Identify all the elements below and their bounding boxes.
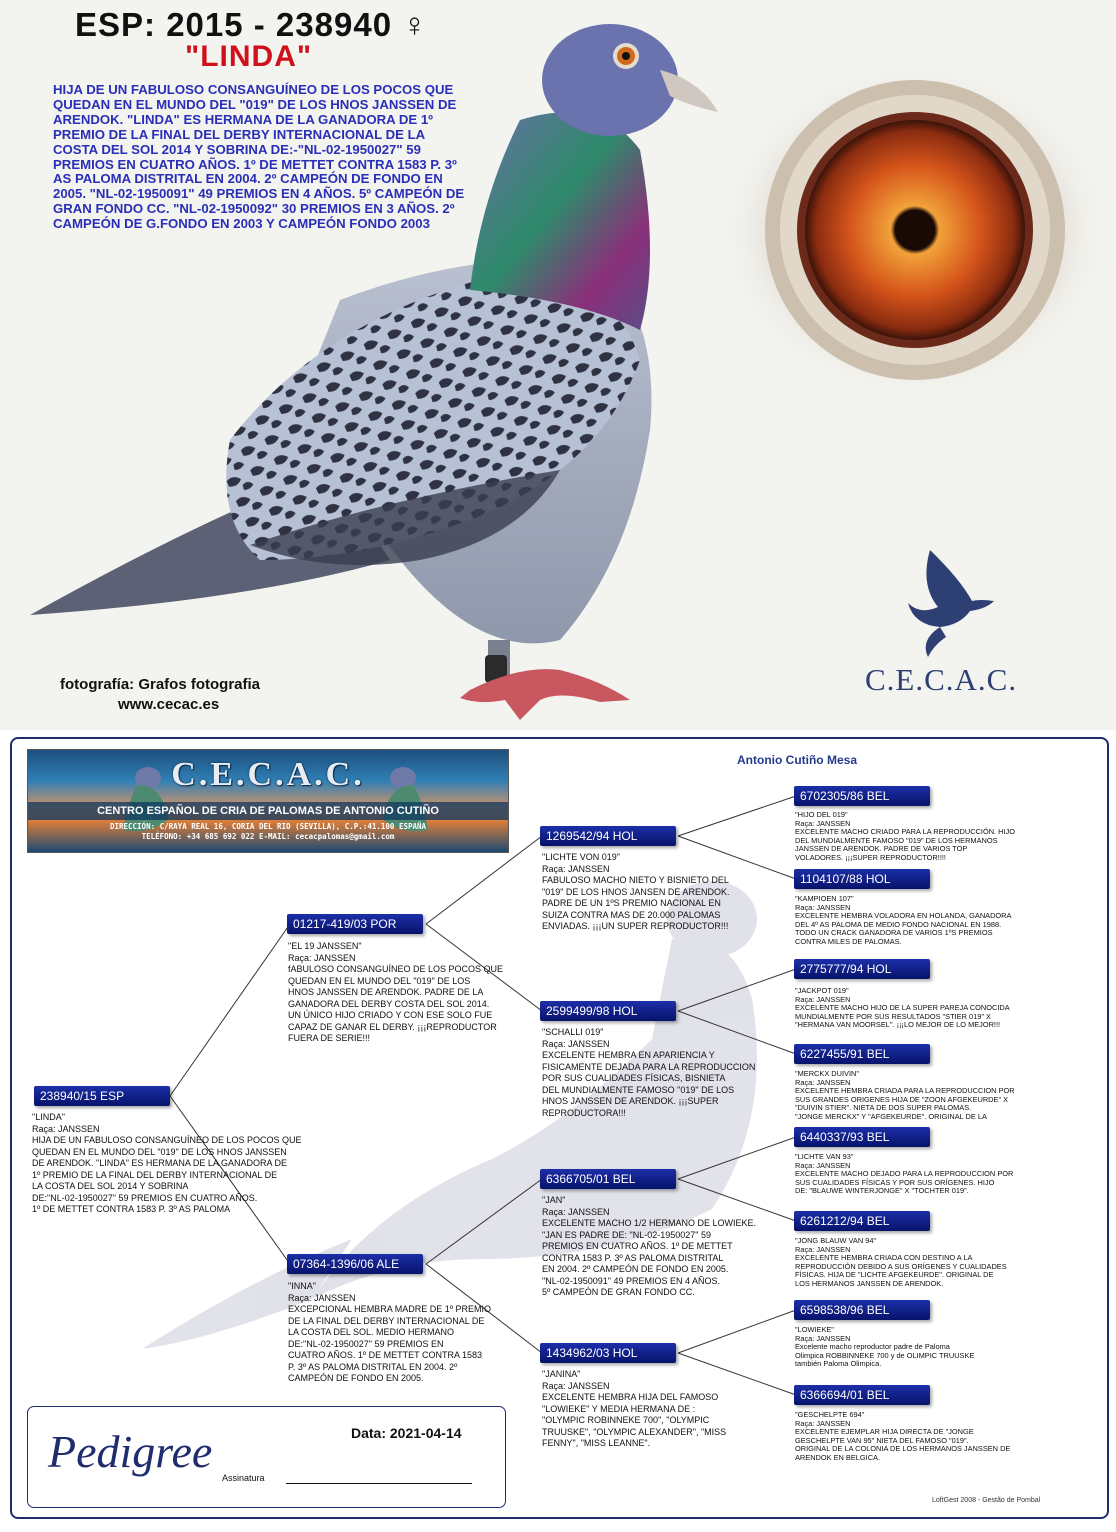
info-line: TRUUSKE", "OLYMPIC ALEXANDER", "MISS [542,1426,727,1437]
subject-ring-box[interactable]: 238940/15 ESP [34,1086,170,1106]
info-line: DEL MUNDIALMENTE FAMOSO "019" DE LOS HERMANOS [795,835,998,845]
dam-info [288,1281,528,1385]
info-line: Raça: JANSSEN [795,902,851,912]
info-line: EN 2004. 2º CAMPEÓN DE FONDO EN 2005. [542,1264,729,1274]
info-line: LA COSTA DEL SOL. MEDIO HERMANO [288,1327,455,1337]
great-grandparent-ring-box[interactable]: 6598538/96 BEL [794,1300,930,1320]
info-line: EXCELENTE HEMBRA VOLADORA EN HOLANDA, GANADORA [795,911,1012,921]
info-line: GANADORA DEL DERBY COSTA DEL SOL 2014. [288,998,490,1009]
info-line: FÍSICAS. HIJA DE "LICHTE AFGEKEURDE". ORIGINAL DE [795,1270,994,1280]
great-grandparent-info [795,987,1090,1030]
info-line: DE:"NL-02-1950027" 59 PREMIOS EN [288,1338,444,1349]
signature-panel [27,1406,506,1508]
info-line: "JACKPOT 019" [795,986,849,995]
info-line: DE LA FINAL DEL DERBY INTERNACIONAL DE [288,1315,485,1326]
info-line: CONTRA 1583 P. 3º AS PALOMA DISTRITAL [542,1252,724,1263]
info-line: "LINDA" [32,1112,65,1122]
grandparent-info [542,1195,792,1299]
signature-line[interactable] [286,1483,472,1484]
info-line: "LOWIEKE" [795,1325,834,1334]
info-line: "KAMPIOEN 107" [795,894,854,903]
info-line: "NL-02-1950091" 49 PREMIOS EN 4 AÑOS. [542,1275,720,1286]
info-line: "LICHTE VON 019" [542,852,620,862]
info-line: también Paloma Olimpica. [795,1359,882,1369]
grandparent-ring-box[interactable]: 6366705/01 BEL [540,1169,676,1189]
great-grandparent-info [795,811,1090,863]
great-grandparent-ring-box[interactable]: 6261212/94 BEL [794,1211,930,1231]
breeder-name: Antonio Cutiño Mesa [737,753,857,767]
info-line: EXCELENTE MACHO 1/2 HERMANO DE LOWIEKE. [542,1218,757,1228]
info-line: "JAN ES PADRE DE: "NL-02-1950027" 59 [542,1229,711,1240]
info-line: SUS GRANDES ORIGENES HIJA DE "ZOON AFGEKEURDE" X [795,1094,1009,1104]
info-line: Excelente macho reproductor padre de Paloma [795,1342,950,1352]
info-line: DE:"NL-02-1950027" 59 PREMIOS EN CUATRO AÑOS. [32,1192,258,1203]
info-line: EXCELENTE HEMBRA CRIADA CON DESTINO A LA [795,1253,973,1263]
grandparent-ring-box[interactable]: 1434962/03 HOL [540,1343,676,1363]
info-line: Raça: JANSSEN [542,1206,610,1217]
grandparent-info [542,852,792,933]
info-line: REPRODUCCIÓN DEBIDO A SUS ORÍGENES Y CUALIDADES [795,1261,1007,1271]
great-grandparent-info [795,1411,1090,1463]
info-line: 1º DE METTET CONTRA 1583 P. 3º AS PALOMA [32,1204,231,1214]
info-line: HNOS JANSSEN DE ARENDOK. PADRE DE LA [288,987,484,997]
info-line: EXCEPCIONAL HEMBRA MADRE DE 1º PREMIO [288,1304,491,1314]
website-link[interactable]: www.cecac.es [118,696,220,713]
info-line: "JONG BLAUW VAN 94" [795,1236,877,1245]
info-line: HIJA DE UN FABULOSO CONSANGUÍNEO DE LOS POCOS QUE [32,1135,302,1145]
info-line: SUIZA CONTRA MAS DE 20.000 PALOMAS [542,909,721,920]
great-grandparent-info [795,1326,1090,1369]
info-line: P. 3º AS PALOMA DISTRITAL EN 2004. 2º [288,1361,458,1372]
grandparent-info [542,1027,792,1119]
info-line: Raça: JANSSEN [795,818,851,828]
info-line: QUEDAN EN EL MUNDO DEL "019" DE LOS HNOS JANSSEN [32,1146,287,1157]
info-line: DE ARENDOK. "LINDA" ES HERMANA DE LA GANADORA DE [32,1158,287,1168]
info-line: EXCELENTE HEMBRA EN APARIENCIA Y [542,1050,715,1060]
info-line: EXCELENTE MACHO DEJADO PARA LA REPRODUCCION POR [795,1169,1014,1179]
info-line: Olimpica ROBBINNEKE 700 y de OLIMPIC TRUUSKE [795,1350,975,1360]
info-line: "JONGE MERCKX" Y "AFGEKEURDE". ORIGINAL DE LA [795,1111,987,1121]
info-line: "DUIVIN STIER". NIETA DE DOS SUPER PALOMAS. [795,1103,972,1113]
info-line: "LOWIEKE" Y MEDIA HERMANA DE : [542,1403,696,1414]
info-line: POR SUS CUALIDADES FÍSICAS, BISNIETA [542,1073,726,1083]
info-line: PREMIOS EN CUATRO AÑOS. 1º DE METTET [542,1241,733,1251]
info-line: "JAN" [542,1195,566,1205]
info-line: FABULOSO MACHO NIETO Y BISNIETO DEL [542,875,729,885]
great-grandparent-info [795,1153,1090,1196]
info-line: EXCELENTE MACHO CRIADO PARA LA REPRODUCCIÓN. HIJO [795,827,1015,837]
info-line: FENNY", "MISS LEANNE". [542,1438,651,1448]
great-grandparent-ring-box[interactable]: 6366694/01 BEL [794,1385,930,1405]
info-line: Raça: JANSSEN [795,1244,851,1254]
info-line: ARENDOK EN BELGICA. [795,1452,881,1462]
info-line: "JANINA" [542,1369,581,1379]
banner-subtitle: CENTRO ESPAÑOL DE CRIA DE PALOMAS DE ANTONIO CUTIÑO [28,802,508,820]
info-line: "LICHTE VAN 93" [795,1152,854,1161]
great-grandparent-ring-box[interactable]: 2775777/94 HOL [794,959,930,979]
cecac-banner [27,749,509,853]
info-line: DEL 4º AS PALOMA DE MEDIO FONDO NACIONAL EN 1988. [795,919,1002,929]
info-line: Raça: JANSSEN [542,1380,610,1391]
great-grandparent-info [795,895,1090,947]
info-line: 1º PREMIO DE LA FINAL DEL DERBY INTERNACIONAL DE [32,1169,278,1180]
info-line: CAMPEÓN DE FONDO EN 2005. [288,1373,424,1383]
info-line: "GESCHELPTE 694" [795,1410,865,1419]
info-line: LOS HERMANOS JANSSEN DE ARENDOK. [795,1278,944,1288]
info-line: Raça: JANSSEN [288,1292,356,1303]
great-grandparent-info [795,1237,1090,1289]
info-line: fABULOSO CONSANGUÍNEO DE LOS POCOS QUE [288,964,504,974]
info-line: LA COSTA DEL SOL 2014 Y SOBRINA [32,1181,189,1191]
info-line: Raça: JANSSEN [795,1418,851,1428]
grandparent-ring-box[interactable]: 1269542/94 HOL [540,826,676,846]
info-line: Raça: JANSSEN [795,1160,851,1170]
info-line: PADRE DE UN 1ºS PREMIO NACIONAL EN [542,898,721,908]
banner-address: DIRECCIÓN: C/RAYA REAL 16, CORIA DEL RIO (SEVILLA), C.P.:41.100 ESPAÑA [109,822,427,831]
poster-title: ESP: 2015 - 238940 ♀ [75,6,428,43]
banner-title: C.E.C.A.C. [171,756,365,793]
info-line: CUATRO AÑOS. 1º DE METTET CONTRA 1583 [288,1350,482,1360]
info-line: Raça: JANSSEN [542,1038,610,1049]
info-line: DE: "BLAUWE WINTERJONGE" X "TOCHTER 019". [795,1186,969,1196]
pigeon-name: "LINDA" [185,40,313,73]
photo-credit: fotografía: Grafos fotografia [60,676,261,693]
info-line: ENVIADAS. ¡¡¡UN SUPER REPRODUCTOR!!! [542,921,729,931]
pigeon-description: HIJA DE UN FABULOSO CONSANGUÍNEO DE LOS POCOS QUE QUEDAN EN EL MUNDO DEL "019" DE LOS HNOS JANSSEN DE ARENDOK. "LINDA" ES HERMANA DE LA GANADORA DE 1º PREMIO DE LA FINAL DEL DERBY INTERNACIONAL DE LA COSTA DEL SOL 2014 Y SOBRINA DE:-"NL-02-1950027" 59 PREMIOS EN CUATRO AÑOS. 1º DE METTET CONTRA 1583 P. 3º AS PALOMA DISTRITAL EN 2004. 2º CAMPEÓN DE FONDO EN 2005. "NL-02-1950091" 49 PREMIOS EN 4 AÑOS. 5º CAMPEÓN DE GRAN FONDO CC. "NL-02-1950092" 30 PREMIOS EN 3 AÑOS. 2º CAMPEÓN DE G.FONDO EN 2003 Y CAMPEÓN FONDO 2003 [53,82,465,232]
info-line: CONTRA MILES DE PALOMAS. [795,936,902,946]
info-line: DEL MUNDIALMENTE FAMOSO "019" DE LOS [542,1084,735,1095]
cecac-logo-text: C.E.C.A.C. [865,662,1018,697]
dam-ring-box[interactable]: 07364-1396/06 ALE [287,1254,423,1274]
info-line: 5º CAMPEÓN DE GRAN FONDO CC. [542,1287,695,1297]
info-line: "HERMANA VAN MOORSEL". ¡¡¡LO MEJOR DE LO MEJOR!!! [795,1020,1001,1030]
pedigree-date: Data: 2021-04-14 [351,1425,462,1441]
info-line: VOLADORES. ¡¡¡SUPER REPRODUCTOR!!!! [795,852,946,862]
info-line: "SCHALLI 019" [542,1027,604,1037]
banner-contact: TELÉFONO: +34 685 692 022 E-MAIL: cecacpalomas@gmail.com [141,832,395,841]
software-footer: LoftGest 2008 - Gestão de Pombal [932,1497,1041,1504]
info-line: Raça: JANSSEN [288,952,356,963]
info-line: EXCELENTE HEMBRA HIJA DEL FAMOSO [542,1392,719,1402]
great-grandparent-ring-box[interactable]: 1104107/88 HOL [794,869,930,889]
info-line: ORIGINAL DE LA COLONIA DE LOS HERMANOS JANSSEN DE [795,1444,1011,1454]
info-line: FUERA DE SERIE!!! [288,1033,371,1043]
grandparent-info [542,1369,792,1450]
info-line: "019" DE LOS HNOS JANSEN DE ARENDOK. [542,886,730,897]
info-line: "OLYMPIC ROBINNEKE 700", "OLYMPIC [542,1415,710,1425]
info-line: "MERCKX DUIVIN" [795,1069,859,1078]
info-line: Raça: JANSSEN [32,1123,100,1134]
poster [0,0,1116,730]
info-line: HNOS JANSSEN DE ARENDOK. ¡¡¡SUPER [542,1096,719,1106]
info-line: FISICAMENTE DEJADA PARA LA REPRODUCCION [542,1061,756,1072]
sire-ring-box[interactable]: 01217-419/03 POR [287,914,423,934]
signature-label: Assinatura [222,1473,265,1483]
sire-info [288,941,528,1045]
info-line: Raça: JANSSEN [795,1333,851,1343]
great-grandparent-ring-box[interactable]: 6227455/91 BEL [794,1044,930,1064]
info-line: QUEDAN EN EL MUNDO DEL "019" DE LOS [288,975,471,986]
info-line: MUNDIALMENTE POR SUS RESULTADOS "STIER 019" X [795,1011,991,1021]
info-line: CAPAZ DE GANAR EL DERBY. ¡¡¡REPRODUCTOR [288,1021,497,1032]
great-grandparent-ring-box[interactable]: 6440337/93 BEL [794,1127,930,1147]
info-line: EXCELENTE HEMBRA CRIADA PARA LA REPRODUCCION POR [795,1086,1015,1096]
info-line: GESCHELPTE VAN 95" NIETA DEL FAMOSO "019". [795,1435,969,1445]
grandparent-ring-box[interactable]: 2599499/98 HOL [540,1001,676,1021]
info-line: Raça: JANSSEN [795,1077,851,1087]
dove-logo-icon [900,545,995,660]
info-line: "EL 19 JANSSEN" [288,941,362,951]
info-line: UN ÚNICO HIJO CRIADO Y CON ESE SOLO FUE [288,1010,493,1020]
info-line: Raça: JANSSEN [542,863,610,874]
info-line: "HIJO DEL 019" [795,810,848,819]
info-line: "INNA" [288,1281,316,1291]
info-line: Raça: JANSSEN [795,994,851,1004]
info-line: REPRODUCTORA!!! [542,1107,626,1118]
pedigree-sheet [10,737,1109,1519]
info-line: SUS CUALIDADES FÍSICAS Y POR SUS ORÍGENES. HIJO [795,1177,995,1187]
info-line: TODO UN CRACK GANADORA DE VARIOS 1ºS PREMIOS [795,928,993,938]
info-line: EXCELENTE MACHO HIJO DE LA SUPER PAREJA CONOCIDA [795,1003,1010,1013]
pedigree-title: Pedigree [48,1426,213,1477]
info-line: JANSSEN DE ARENDOK. PADRE DE VARIOS TOP [795,844,968,854]
subject-info [32,1112,362,1216]
great-grandparent-info [795,1070,1090,1122]
info-line: EXCELENTE EJEMPLAR HIJA DIRECTA DE "JONGE [795,1427,974,1437]
eye-closeup [700,60,1110,400]
great-grandparent-ring-box[interactable]: 6702305/86 BEL [794,786,930,806]
